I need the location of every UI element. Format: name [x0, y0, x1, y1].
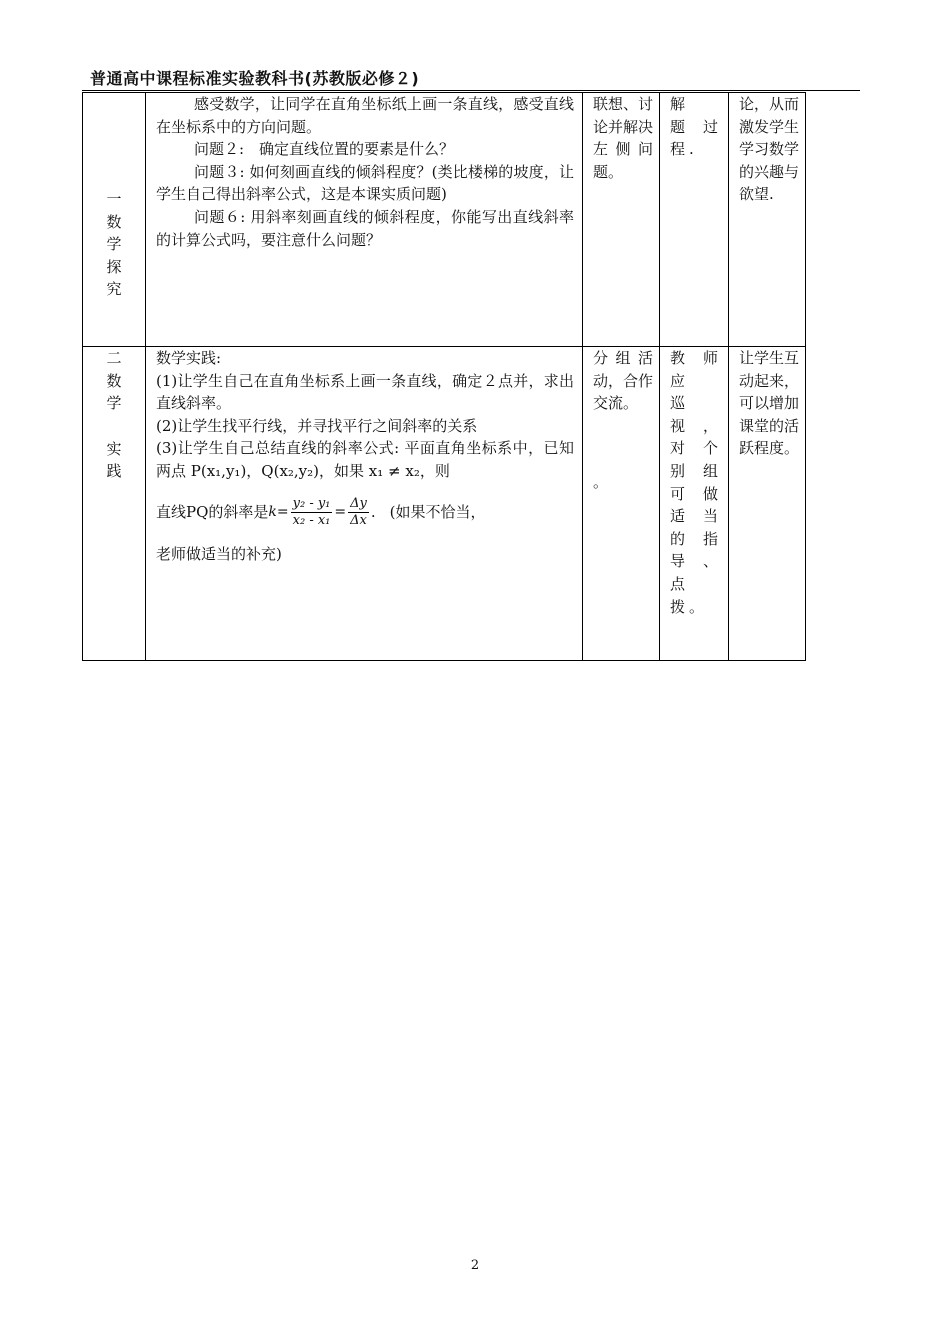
stage-char: 究 — [106, 280, 122, 299]
content-item: (3)让学生自己总结直线的斜率公式: 平面直角坐标系中，已知两点 P(x₁,y₁)，Q(x₂,y₂)，如果 x₁ ≠ x₂，则 — [156, 439, 574, 480]
content-item: (2)让学生找平行线，并寻找平行之间斜率的关系 — [156, 416, 478, 435]
stage-char: 探 — [106, 257, 122, 276]
content-cell — [146, 347, 583, 661]
formula-prefix: 直线PQ的斜率是 — [156, 503, 269, 522]
content-paragraph: 问题２: 确定直线位置的要素是什么？ — [194, 140, 455, 159]
stage-char: 学 — [106, 235, 122, 254]
fraction-denominator: Δx — [350, 513, 367, 529]
content-cell — [146, 93, 583, 347]
stage-char: 一 — [106, 190, 122, 208]
student-activity-text: 分组活动，合作 交流。 — [593, 349, 669, 413]
page-number: 2 — [470, 1258, 480, 1273]
formula-k: k — [268, 504, 277, 521]
design-intent-cell: 论，从而激发学生学习数学的兴趣与 欲望. — [729, 93, 806, 347]
stage-char: 实 — [106, 439, 122, 458]
content-paragraph: 问题３: 如何刻画直线的倾斜程度？(类比楼梯的坡度，让学生自己得出斜率公式，这是本课实质问题) — [156, 162, 574, 204]
teacher-activity-cell: 教师应 巡视，对个 别组 可做 适当 的指导、点拨。 — [660, 347, 729, 661]
formula-end: . — [370, 503, 376, 522]
stage-char: 数 — [106, 212, 122, 231]
stage-char: 学 — [106, 394, 122, 413]
document-header: 普通高中课程标准实验教科书(苏教版必修２) — [90, 69, 420, 88]
content-end: 老师做适当的补充) — [156, 544, 282, 563]
stage-char: 二 — [106, 349, 122, 367]
slope-formula-line — [156, 489, 574, 537]
formula-fraction-delta — [348, 496, 369, 529]
student-activity-cell: 联想、讨论并解决左侧问题。 — [583, 93, 660, 347]
content-item: (1)让学生自己在直角坐标系上画一条直线，确定２点并，求出直线斜率。 — [156, 371, 574, 413]
formula-equals: = — [334, 504, 347, 521]
content-paragraph: 感受数学，让同学在直角坐标纸上画一条直线，感受直线在坐标系中的方向问题。 — [156, 95, 574, 136]
stage-cell — [83, 347, 146, 661]
table-row — [83, 93, 806, 347]
header-rule — [82, 90, 860, 91]
teacher-activity-cell: 解 题过程. — [660, 93, 729, 347]
stage-cell — [83, 93, 146, 347]
formula-suffix: (如果不恰当， — [389, 503, 486, 522]
formula-fraction-coordinates — [291, 496, 333, 529]
design-intent-cell: 让学生互动起来，可以增加课堂的活跃程度。 — [729, 347, 806, 661]
stage-spacer — [83, 415, 145, 438]
student-activity-extra: 。 — [593, 472, 609, 491]
fraction-denominator: x₂ - x₁ — [292, 513, 331, 529]
content-paragraph: 问题６: 用斜率刻画直线的倾斜程度，你能写出直线斜率的计算公式吗，要注意什么问题？ — [156, 207, 574, 249]
fraction-numerator: y₂ - y₁ — [292, 496, 331, 512]
formula-equals: = — [276, 504, 289, 521]
fraction-numerator: Δy — [350, 496, 367, 512]
lesson-plan-table — [82, 92, 815, 661]
content-title: 数学实践: — [156, 349, 222, 367]
stage-char: 数 — [106, 371, 122, 390]
table-row — [83, 347, 806, 661]
student-activity-cell — [583, 347, 669, 661]
stage-char: 践 — [106, 462, 122, 481]
